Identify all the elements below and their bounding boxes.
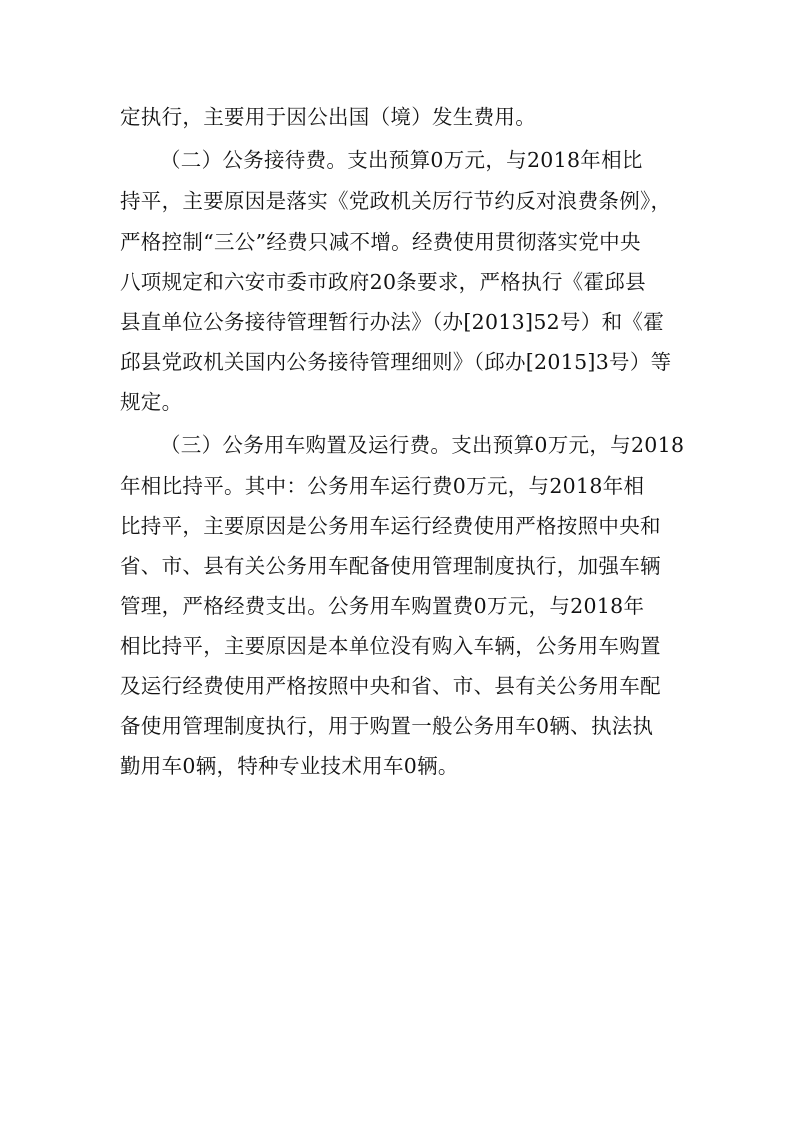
line-text: 比持平，主要原因是公务用车运行经费使用严格按照中央和 [120,514,661,538]
text-line [0,262,793,302]
text-line [0,302,793,342]
text-line [0,222,793,262]
text-line [0,466,793,506]
line-text: 管理，严格经费支出。公务用车购置费0万元，与2018年 [120,594,645,618]
line-text: 八项规定和六安市委市政府20条要求，严格执行《霍邱县 [120,270,646,294]
line-text: 严格控制“三公”经费只减不增。经费使用贯彻落实党中央 [120,230,641,254]
line-text: 勤用车0辆，特种专业技术用车0辆。 [120,754,459,778]
line-text: 省、市、县有关公务用车配备使用管理制度执行，加强车辆 [120,554,661,578]
text-line [0,586,793,626]
line-text: 备使用管理制度执行，用于购置一般公务用车0辆、执法执 [120,714,654,738]
text-line [0,181,793,221]
text-line [0,140,793,180]
text-line [0,425,793,465]
text-line [0,382,793,422]
line-text: 及运行经费使用严格按照中央和省、市、县有关公务用车配 [120,674,661,698]
line-text: 规定。 [120,390,183,414]
text-line [0,626,793,666]
line-text: 定执行，主要用于因公出国（境）发生费用。 [120,105,536,129]
text-line [0,706,793,746]
line-text: 相比持平，主要原因是本单位没有购入车辆，公务用车购置 [120,634,661,658]
line-text: 年相比持平。其中：公务用车运行费0万元，与2018年相 [120,474,645,498]
line-text: 邱县党政机关国内公务接待管理细则》（邱办[2015]3号）等 [120,350,672,374]
text-line [0,97,793,137]
text-line [0,506,793,546]
line-text: （三）公务用车购置及运行费。支出预算0万元，与2018 [160,433,685,457]
line-text: 县直单位公务接待管理暂行办法》（办[2013]52号）和《霍 [120,310,665,334]
line-text: （二）公务接待费。支出预算0万元，与2018年相比 [160,148,643,172]
line-text: 持平，主要原因是落实《党政机关厉行节约反对浪费条例》， [120,189,672,213]
text-line [0,546,793,586]
text-line [0,342,793,382]
text-line [0,666,793,706]
text-line [0,746,793,786]
